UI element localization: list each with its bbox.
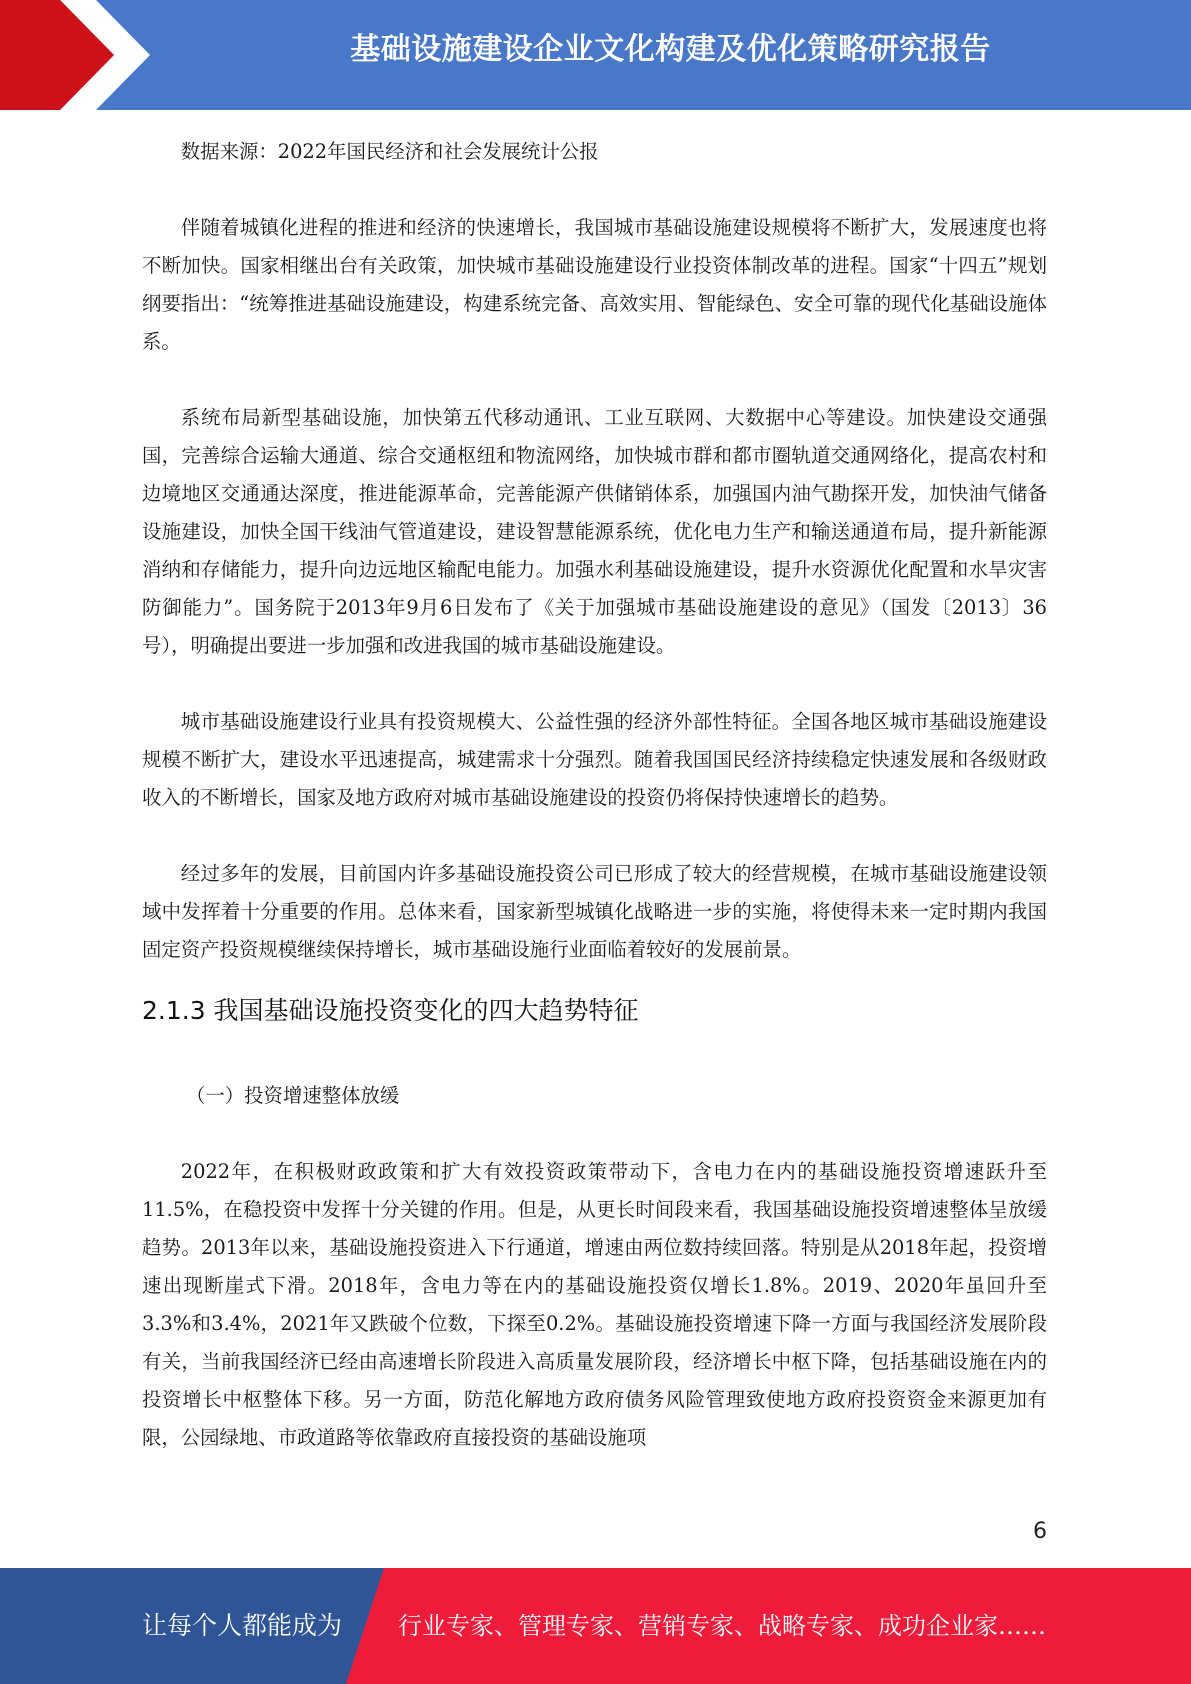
- paragraph: 2022年，在积极财政政策和扩大有效投资政策带动下，含电力在内的基础设施投资增速跃升至11.5%，在稳投资中发挥十分关键的作用。但是，从更长时间段来看，我国基础设施投资增速整体呈放缓趋势。2013年以来，基础设施投资进入下行通道，增速由两位数持续回落。特别是从2018年起，投资增速出现断崖式下滑。2018年，含电力等在内的基础设施投资仅增长1.8%。2019、2020年虽回升至3.3%和3.4%，2021年又跌破个位数，下探至0.2%。基础设施投资增速下降一方面与我国经济发展阶段有关，当前我国经济已经由高速增长阶段进入高质量发展阶段，经济增长中枢下降，包括基础设施在内的投资增长中枢整体下移。另一方面，防范化解地方政府债务风险管理致使地方政府投资资金来源更加有限，公园绿地、市政道路等依靠政府直接投资的基础设施项: [142, 1160, 1047, 1449]
- subsection-heading: （一）投资增速整体放缓: [186, 1084, 400, 1107]
- paragraph: 经过多年的发展，目前国内许多基础设施投资公司已形成了较大的经营规模，在城市基础设施建设领域中发挥着十分重要的作用。总体来看，国家新型城镇化战略进一步的实施，将使得未来一定时期内我国固定资产投资规模继续保持增长，城市基础设施行业面临着较好的发展前景。: [142, 862, 1047, 961]
- footer-slogan-left: 让每个人都能成为: [142, 1611, 343, 1640]
- footer-slogan-right: 行业专家、管理专家、营销专家、战略专家、成功企业家……: [398, 1612, 1046, 1640]
- paragraph: 伴随着城镇化进程的推进和经济的快速增长，我国城市基础设施建设规模将不断扩大，发展速度也将不断加快。国家相继出台有关政策，加快城市基础设施建设行业投资体制改革的进程。国家“十四五”规划纲要指出：“统筹推进基础设施建设，构建系统完备、高效实用、智能绿色、安全可靠的现代化基础设施体系。: [142, 216, 1047, 353]
- page-footer: [0, 1568, 1191, 1684]
- section-heading: 2.1.3 我国基础设施投资变化的四大趋势特征: [142, 996, 639, 1025]
- document-body: [142, 120, 1047, 1457]
- paragraph: 系统布局新型基础设施，加快第五代移动通讯、工业互联网、大数据中心等建设。加快建设交通强国，完善综合运输大通道、综合交通枢纽和物流网络，加快城市群和都市圈轨道交通网络化，提高农村和边境地区交通通达深度，推进能源革命，完善能源产供储销体系，加强国内油气勘探开发，加快油气储备设施建设，加快全国干线油气管道建设，建设智慧能源系统，优化电力生产和输送通道布局，提升新能源消纳和存储能力，提升向边远地区输配电能力。加强水利基础设施建设，提升水资源优化配置和水旱灾害防御能力”。国务院于2013年9月6日发布了《关于加强城市基础设施建设的意见》（国发〔2013〕36号），明确提出要进一步加强和改进我国的城市基础设施建设。: [142, 406, 1047, 657]
- paragraph: 城市基础设施建设行业具有投资规模大、公益性强的经济外部性特征。全国各地区城市基础设施建设规模不断扩大，建设水平迅速提高，城建需求十分强烈。随着我国国民经济持续稳定快速发展和各级财政收入的不断增长，国家及地方政府对城市基础设施建设的投资仍将保持快速增长的趋势。: [142, 710, 1047, 809]
- page-number: 6: [1033, 1519, 1047, 1544]
- report-title: 基础设施建设企业文化构建及优化策略研究报告: [350, 32, 991, 67]
- data-source-note: 数据来源：2022年国民经济和社会发展统计公报: [180, 140, 599, 163]
- page-header: [0, 0, 1191, 110]
